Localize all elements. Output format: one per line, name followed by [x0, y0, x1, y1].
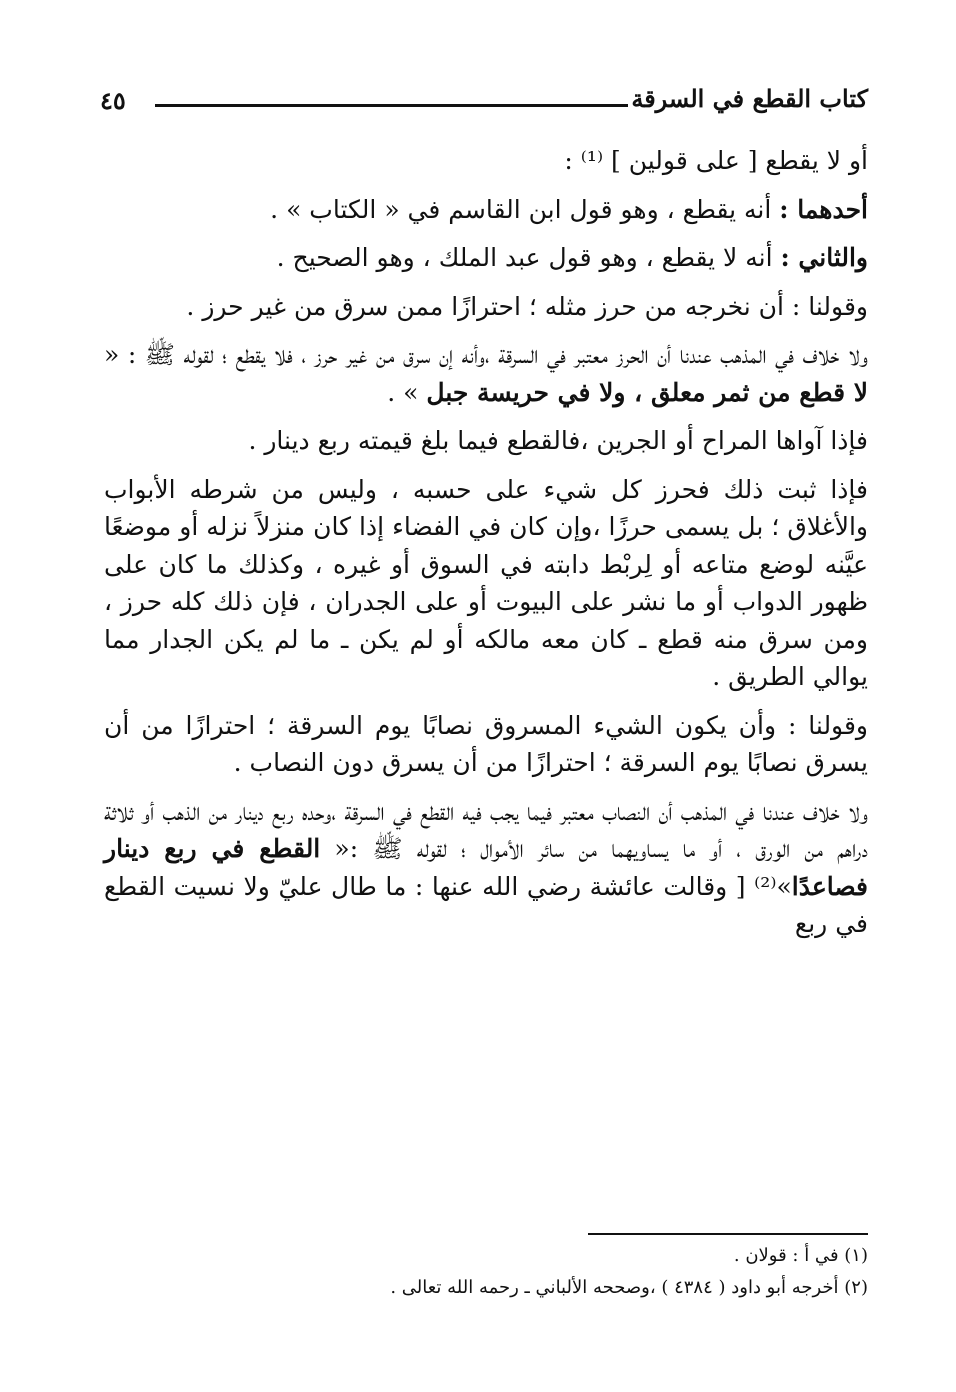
paragraph-text: أنه يقطع ، وهو قول ابن القاسم في « الكتاب » .	[270, 194, 780, 224]
paragraph-5	[104, 336, 868, 411]
hadith-quote: لا قطع من ثمر معلق ، ولا في حريسة جبل	[426, 377, 868, 407]
paragraph-text: ولا خلاف في المذهب عندنا أن الحرز معتبر في السرقة ،وأنه إن سرق من غير حرز ، فلا يقطع ؛ لقوله ﷺ : «	[104, 340, 868, 369]
paragraph-1: أو لا يقطع [ على قولين ] ⁽¹⁾ :	[564, 146, 868, 175]
paragraph-8: وقولنا : وأن يكون الشيء المسروق نصابًا يوم السرقة ؛ احترازًا من أن يسرق نصابًا يوم السرقة ؛ احترازًا من أن يسرق دون النصاب .	[104, 710, 868, 777]
footnote-rule	[588, 1233, 868, 1235]
paragraph-7: فإذا ثبت ذلك فحرز كل شيء على حسبه ، وليس من شرطه الأبواب والأغلاق ؛ بل يسمى حرزًا ،وإن كان في الفضاء إذا كان منزلاً نزله أو موضعًا عيَّنه لوضع متاعه أو لِربْط دابته في السوق أو غيره ، وكذلك ما كان على ظهور الدواب أو ما نشر على البيوت أو على الجدران ، فإن ذلك كله حرز ، ومن سرق منه قطع ـ كان معه مالكه أو لم يكن ـ ما لم يكن الجدار مما يوالي الطريق .	[104, 474, 868, 691]
paragraph-text: ولا خلاف عندنا في المذهب أن النصاب معتبر فيما يجب فيه القطع في السرقة ،وحده ربع دينار من الذهب أو ثلاثة دراهم من الورق ، أو ما يساويهما من سائر الأموال ؛ لقوله ﷺ :«	[104, 796, 868, 863]
paragraph-9	[104, 793, 868, 943]
hadith-quote: القطع في ربع دينار فصاعدًا	[104, 834, 868, 901]
paragraph-6: فإذا آواها المراح أو الجرين ،فالقطع فيما بلغ قيمته ربع دينار .	[248, 426, 868, 455]
header-rule	[155, 104, 628, 107]
footnotes	[104, 1240, 868, 1303]
running-title: كتاب القطع في السرقة	[631, 84, 868, 113]
paragraph-3	[104, 239, 868, 277]
paragraph-4: وقولنا : أن نخرجه من حرز مثله ؛ احترازًا ممن سرق من غير حرز .	[186, 291, 868, 321]
paragraph-tail: »⁽²⁾ [ وقالت عائشة رضي الله عنها : ما طال عليّ ولا نسيت القطع في ربع	[104, 871, 868, 938]
paragraph-text: أنه لا يقطع ، وهو قول عبد الملك ، وهو الصحيح .	[276, 243, 781, 272]
footnote-1: (١) في أ : قولان .	[733, 1245, 868, 1266]
lead-word: والثاني :	[780, 243, 868, 272]
main-text	[104, 142, 868, 954]
lead-word: أحدهما :	[779, 194, 868, 224]
paragraph-tail: » .	[387, 377, 427, 407]
page-header	[100, 84, 868, 124]
footnote-2: (٢) أخرجه أبو داود ( ٤٣٨٤ ) ،وصححه الألباني ـ رحمه الله تعالى .	[390, 1276, 868, 1298]
paragraph-2	[104, 191, 868, 229]
page-number: ٤٥	[100, 86, 126, 115]
